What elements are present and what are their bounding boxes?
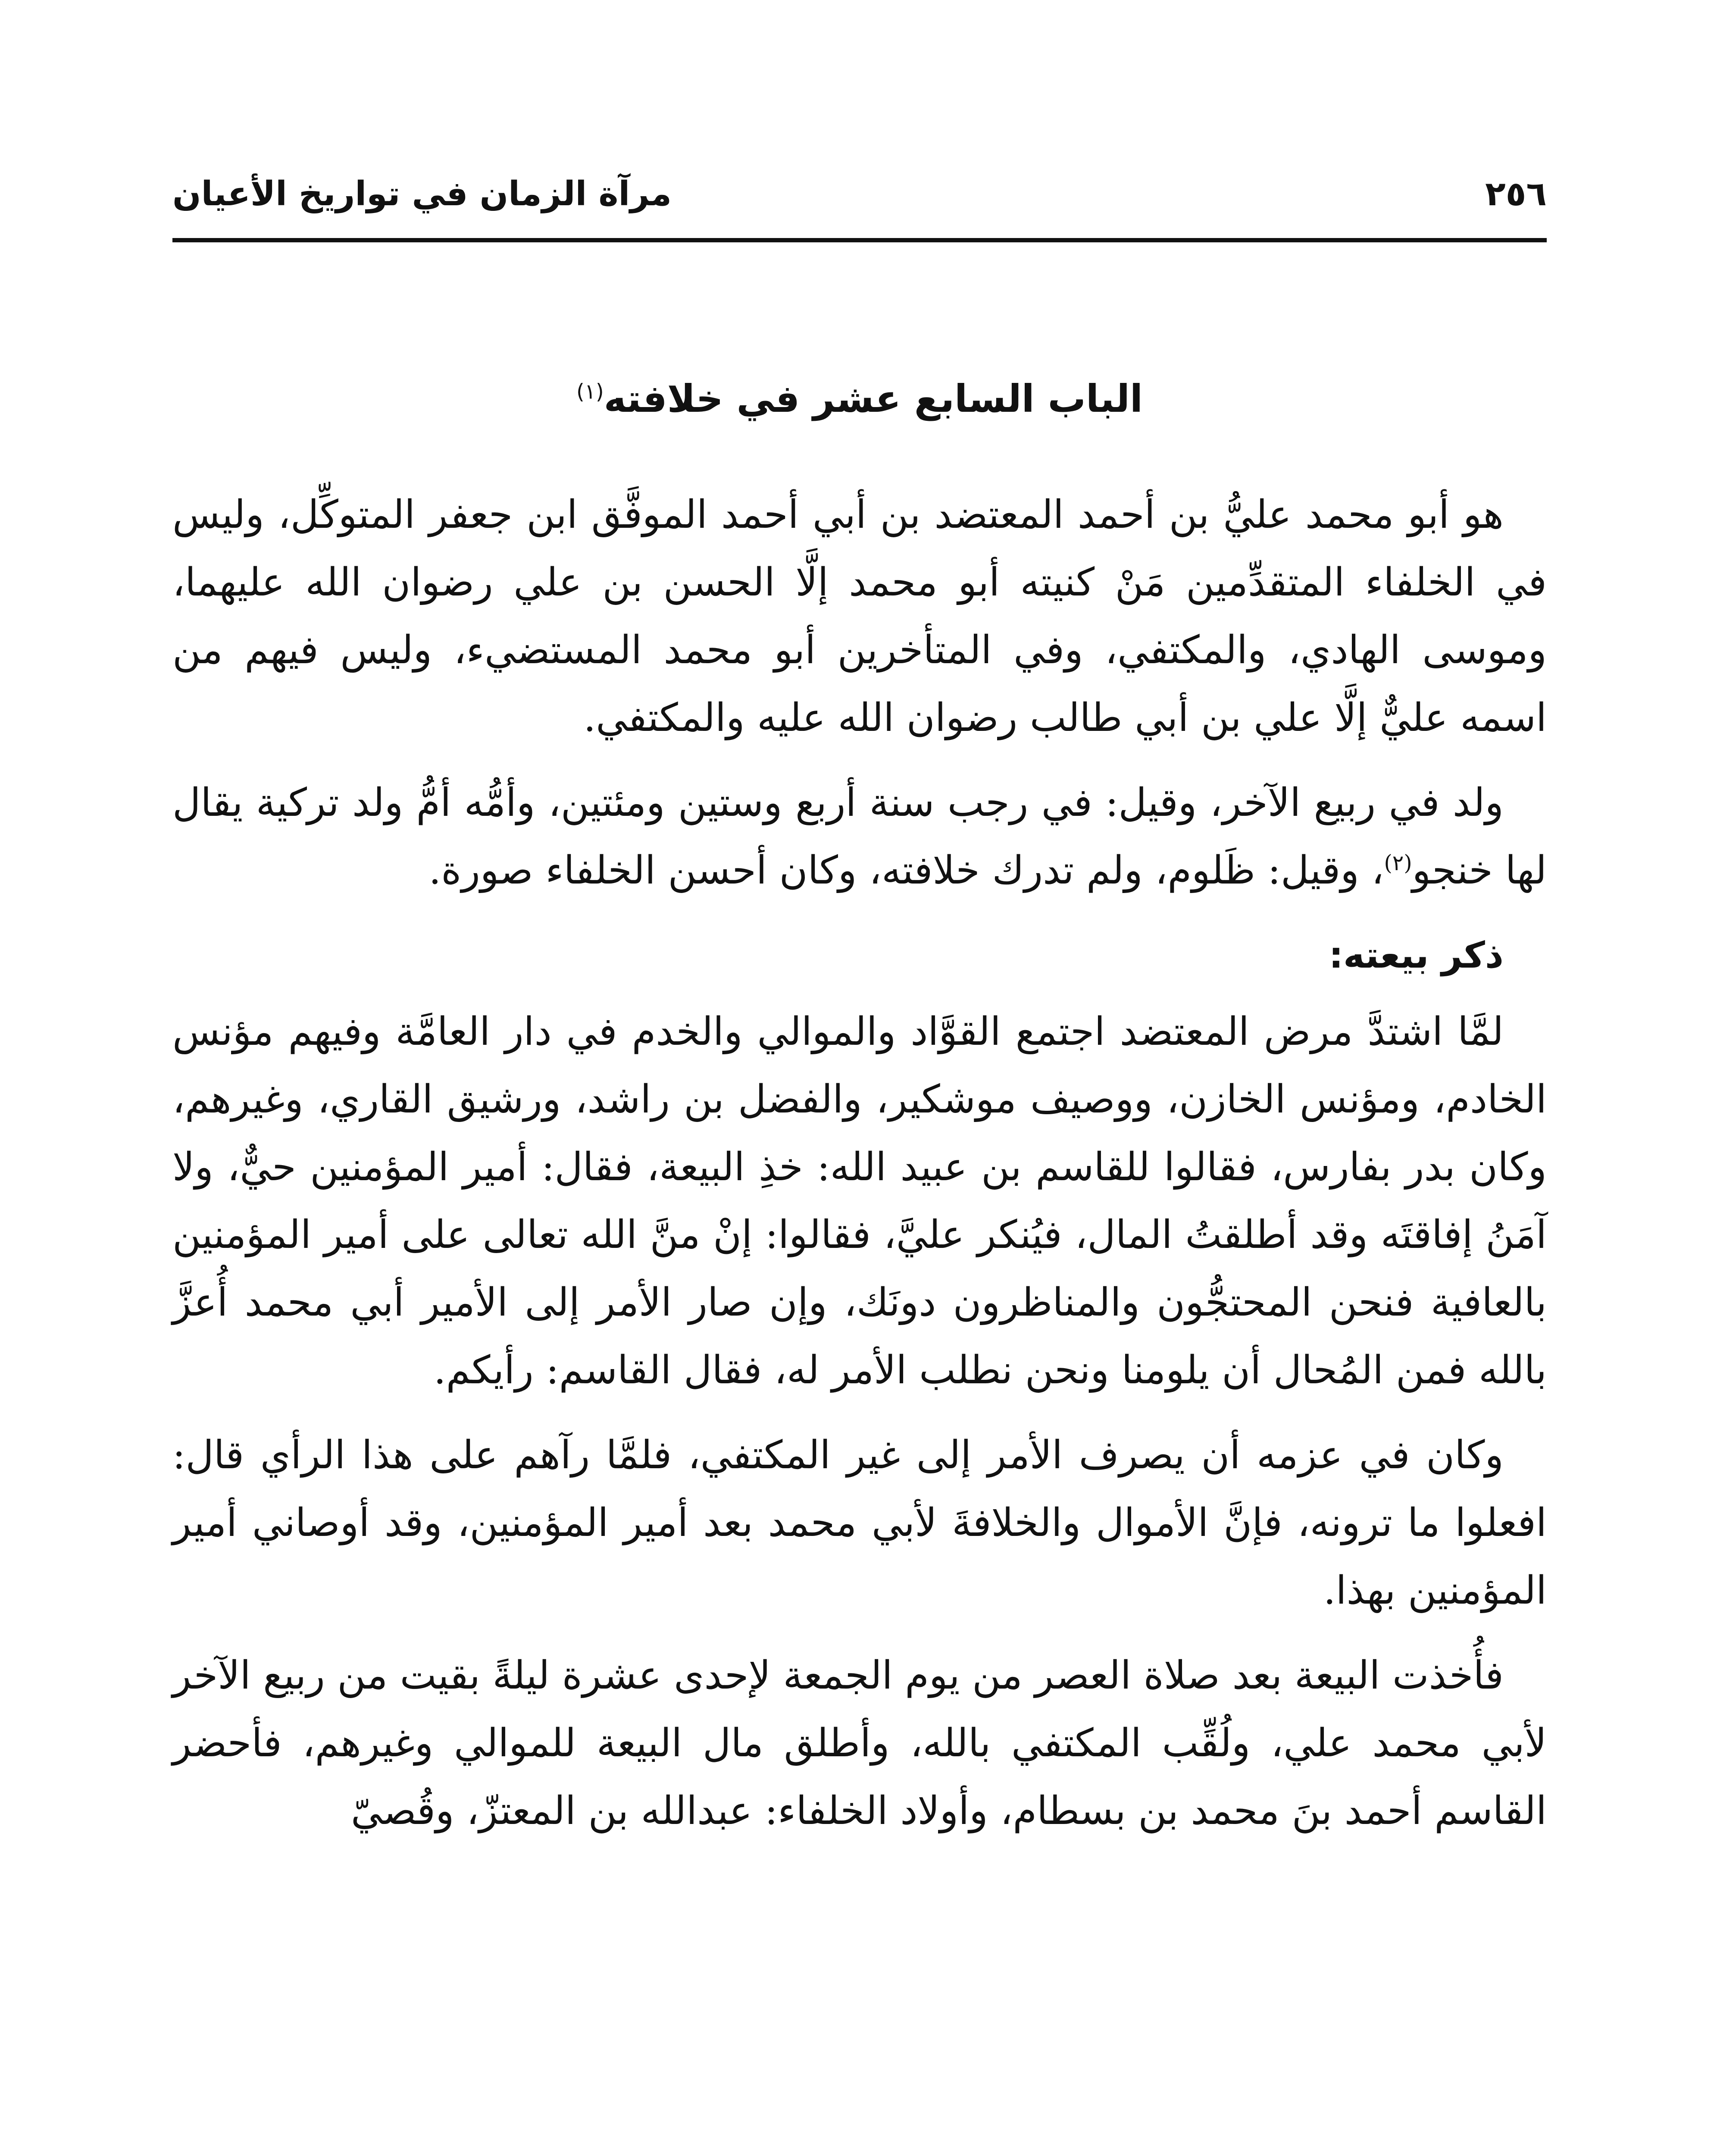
paragraph-birth-text-b: ، وقيل: ظَلوم، ولم تدرك خلافته، وكان أحسن الخلفاء صورة.	[428, 848, 1384, 893]
chapter-title	[172, 371, 1547, 427]
running-header	[172, 162, 1547, 226]
paragraph-oath: فأُخذت البيعة بعد صلاة العصر من يوم الجمعة لإحدى عشرة ليلةً بقيت من ربيع الآخر لأبي محمد علي، ولُقِّب المكتفي بالله، وأطلق مال البيعة للموالي وغيرهم، فأحضر القاسم أحمد بنَ محمد بن بسطام، وأولاد الخلفاء: عبدالله بن المعتزّ، وقُصيّ	[172, 1653, 1547, 1833]
body-text	[172, 481, 1547, 1862]
paragraph-intention: وكان في عزمه أن يصرف الأمر إلى غير المكتفي، فلمَّا رآهم على هذا الرأي قال: افعلوا ما ترونه، فإنَّ الأموال والخلافةَ لأبي محمد بعد أمير المؤمنين، وقد أوصاني أمير المؤمنين بهذا.	[172, 1432, 1547, 1613]
paragraph-lineage: هو أبو محمد عليُّ بن أحمد المعتضد بن أبي أحمد الموفَّق ابن جعفر المتوكِّل، وليس في الخلفاء المتقدِّمين مَنْ كنيته أبو محمد إلَّا الحسن بن علي رضوان الله عليهما، وموسى الهادي، والمكتفي، وفي المتأخرين أبو محمد المستضيء، وليس فيهم من اسمه عليٌّ إلَّا علي بن أبي طالب رضوان الله عليه والمكتفي.	[172, 492, 1547, 740]
paragraph-birth	[172, 769, 1547, 904]
paragraph-allegiance: لمَّا اشتدَّ مرض المعتضد اجتمع القوَّاد والموالي والخدم في دار العامَّة وفيهم مؤنس الخادم، ومؤنس الخازن، ووصيف موشكير، والفضل بن راشد، ورشيق القاري، وغيرهم، وكان بدر بفارس، فقالوا للقاسم بن عبيد الله: خذِ البيعة، فقال: أمير المؤمنين حيٌّ، ولا آمَنُ إفاقتَه وقد أطلقتُ المال، فيُنكر عليَّ، فقالوا: إنْ منَّ الله تعالى على أمير المؤمنين بالعافية فنحن المحتجُّون والمناظرون دونَك، وإن صار الأمر إلى الأمير أبي محمد أُعزَّ بالله فمن المُحال أن يلومنا ونحن نطلب الأمر له، فقال القاسم: رأيكم.	[172, 1009, 1547, 1393]
chapter-title-text: الباب السابع عشر في خلافته	[604, 376, 1143, 421]
footnote-marker-2: (٢)	[1384, 850, 1412, 875]
paragraph-birth-text-a: ولد في ربيع الآخر، وقيل: في رجب سنة أربع وستين ومئتين، وأمُّه أمُّ ولد تركية يقال لها خنجو	[172, 780, 1547, 893]
header-divider	[172, 238, 1547, 242]
page-number: ٢٥٦	[1485, 175, 1547, 213]
footnote-marker-1: (١)	[576, 379, 604, 404]
book-title: مرآة الزمان في تواريخ الأعيان	[172, 175, 672, 213]
section-subheading: ذكر بيعته:	[1329, 934, 1504, 976]
